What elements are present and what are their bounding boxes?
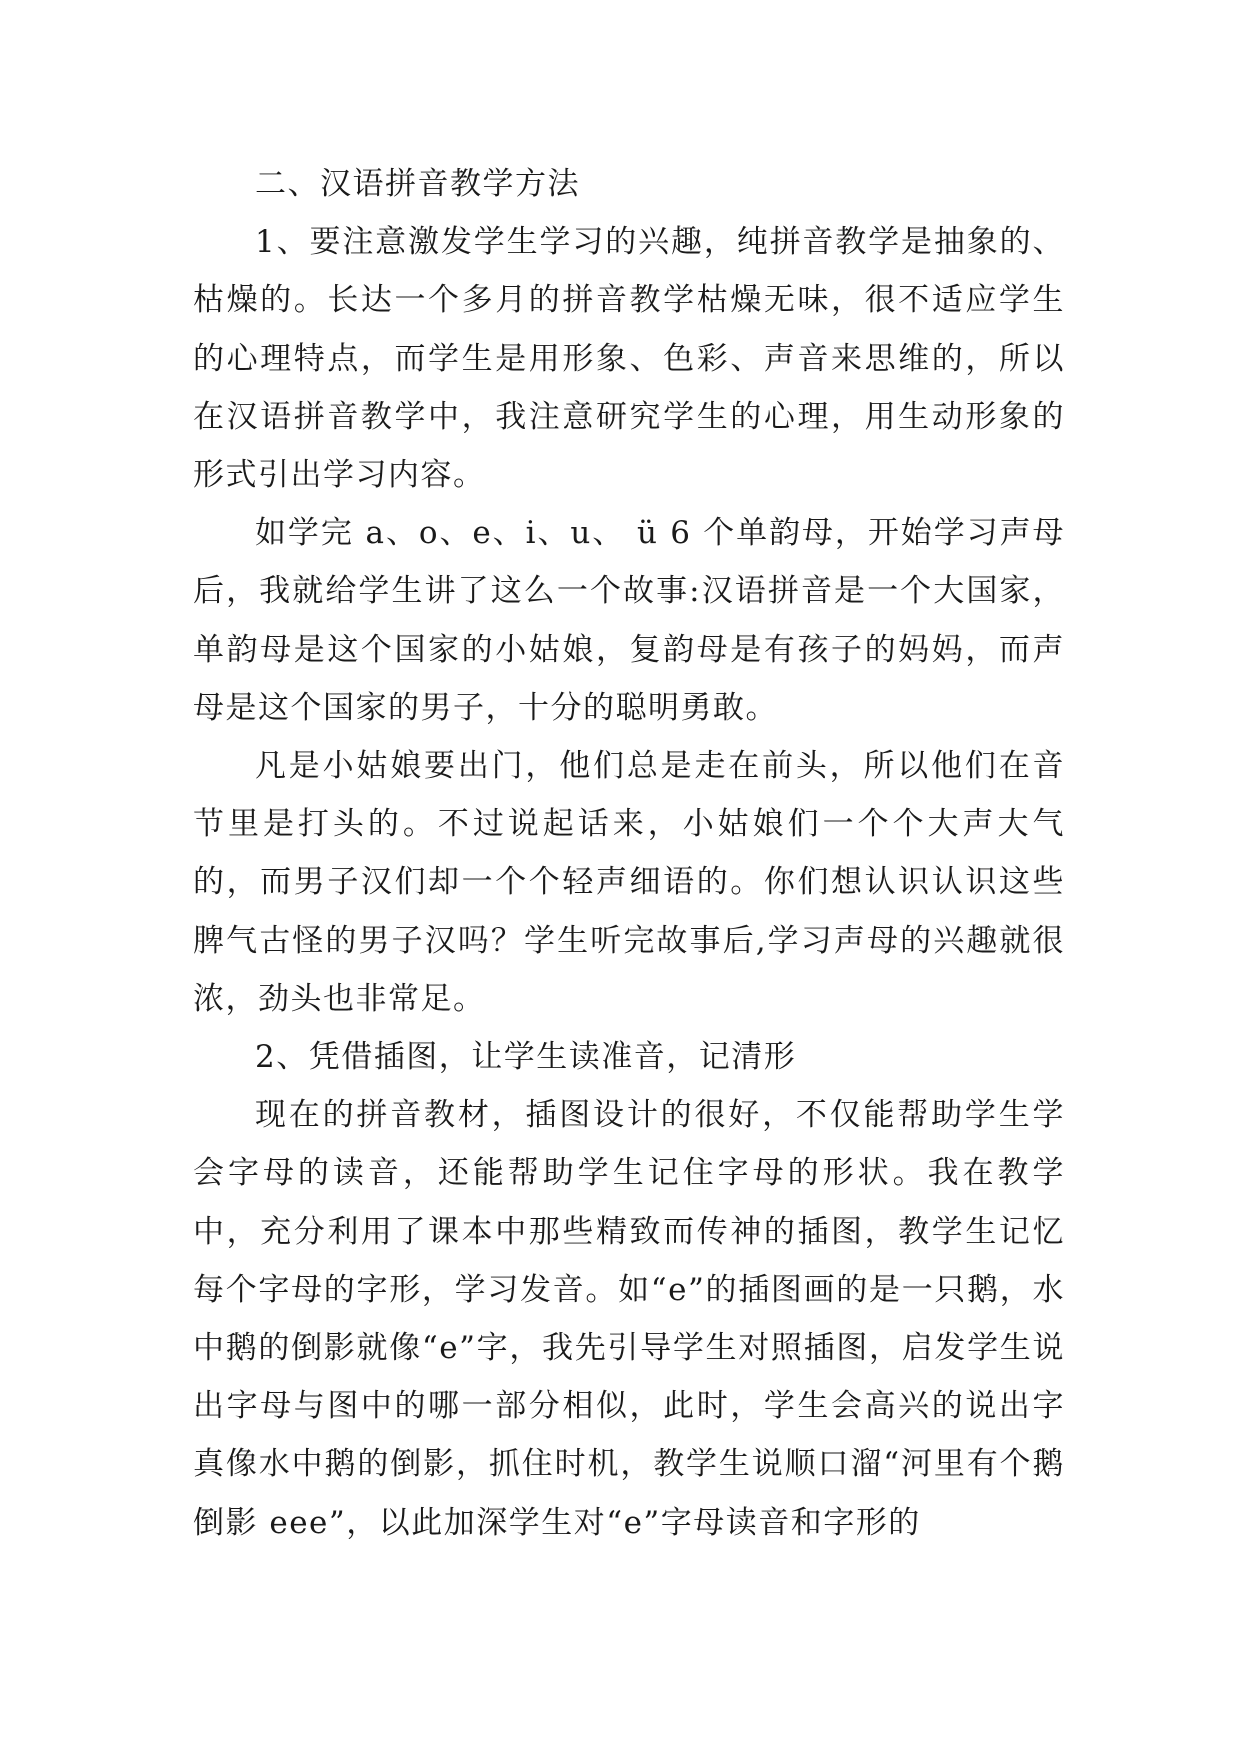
section-heading: 二、汉语拼音教学方法 [255, 166, 580, 202]
paragraph: 现在的拼音教材，插图设计的很好，不仅能帮助学生学会字母的读音，还能帮助学生记住字母的形状。我在教学中，充分利用了课本中那些精致而传神的插图，教学生记忆每个字母的字形，学习发音。如“e”的插图画的是一只鹅，水中鹅的倒影就像“e”字，我先引导学生对照插图，启发学生说出字母与图中的哪一部分相似，此时，学生会高兴的说出字真像水中鹅的倒影，抓住时机，教学生说顺口溜“河里有个鹅倒影 eee”，以此加深学生对“e”字母读音和字形的 [193, 1097, 1065, 1541]
paragraph: 凡是小姑娘要出门，他们总是走在前头，所以他们在音节里是打头的。不过说起话来，小姑娘们一个个大声大气的，而男子汉们却一个个轻声细语的。你们想认识认识这些脾气古怪的男子汉吗？学生听完故事后,学习声母的兴趣就很浓，劲头也非常足。 [193, 748, 1065, 1017]
paragraph: 如学完 a、o、e、i、u、 ü 6 个单韵母，开始学习声母后，我就给学生讲了这么一个故事:汉语拼音是一个大国家，单韵母是这个国家的小姑娘，复韵母是有孩子的妈妈，而声母是这个国家的男子，十分的聪明勇敢。 [193, 515, 1065, 726]
document-body [193, 155, 1065, 1552]
subsection-heading: 2、凭借插图，让学生读准音，记清形 [255, 1039, 797, 1076]
paragraph: 1、要注意激发学生学习的兴趣，纯拼音教学是抽象的、枯燥的。长达一个多月的拼音教学枯燥无味，很不适应学生的心理特点，而学生是用形象、色彩、声音来思维的，所以在汉语拼音教学中，我注意研究学生的心理，用生动形象的形式引出学习内容。 [193, 224, 1065, 494]
